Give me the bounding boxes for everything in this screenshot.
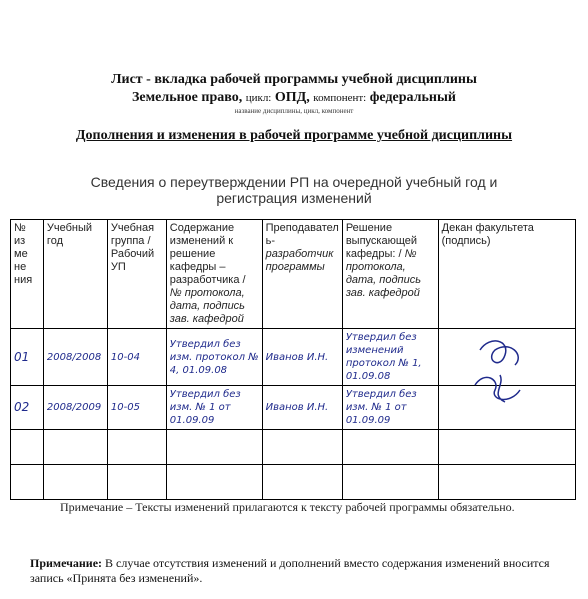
row-teacher: Иванов И.Н. <box>262 386 342 430</box>
info-line-1: Сведения о переутверждении РП на очередной учебный год и <box>90 174 498 190</box>
component-value: федеральный <box>369 90 456 105</box>
discipline-caption: название дисциплины, цикл, компонент <box>234 107 354 115</box>
empty-cell <box>107 465 166 500</box>
empty-cell <box>438 430 575 465</box>
empty-cell <box>11 430 44 465</box>
header-cell: Содержание изменений к решение кафедры – разработчика / № протокола, дата, подпись зав. кафедрой <box>166 220 262 329</box>
attachment-note: Примечание – Тексты изменений прилагаются к тексту рабочей программы обязательно. <box>60 500 515 514</box>
empty-cell <box>11 465 44 500</box>
row-number: 02 <box>11 386 44 430</box>
empty-cell <box>262 430 342 465</box>
discipline-name: Земельное право, <box>131 90 243 105</box>
dean-signature <box>470 330 530 410</box>
empty-cell <box>166 465 262 500</box>
row-content: Утвердил без изм. протокол № 4, 01.09.08 <box>166 329 262 386</box>
info-line-2: регистрация изменений <box>216 190 372 206</box>
header-cell: Преподавател ь-разработчик программы <box>262 220 342 329</box>
component-label: компонент: <box>313 92 367 104</box>
row-decision: Утвердил без изм. № 1 от 01.09.09 <box>342 386 438 430</box>
header-cell: Учебная группа /Рабочий УП <box>107 220 166 329</box>
row-number: 01 <box>11 329 44 386</box>
cycle-label: цикл: <box>245 92 272 104</box>
empty-cell <box>43 465 107 500</box>
empty-cell <box>262 465 342 500</box>
header-cell: Декан факультета (подпись) <box>438 220 575 329</box>
header-cell: Учебный год <box>43 220 107 329</box>
row-year: 2008/2008 <box>43 329 107 386</box>
row-content: Утвердил без изм. № 1 от 01.09.09 <box>166 386 262 430</box>
row-teacher: Иванов И.Н. <box>262 329 342 386</box>
table-row <box>11 430 576 465</box>
remark-note <box>30 556 575 586</box>
remark-text: В случае отсутствия изменений и дополнений вместо содержания изменений вносится запись «Принята без изменений». <box>30 556 550 585</box>
row-group: 10-05 <box>107 386 166 430</box>
sheet-title: Лист - вкладка рабочей программы учебной дисциплины <box>111 72 477 87</box>
table-header-row <box>11 220 576 329</box>
empty-cell <box>107 430 166 465</box>
row-year: 2008/2009 <box>43 386 107 430</box>
row-group: 10-04 <box>107 329 166 386</box>
header-cell: № из ме не ния <box>11 220 44 329</box>
row-decision: Утвердил без изменений протокол № 1, 01.09.08 <box>342 329 438 386</box>
empty-cell <box>43 430 107 465</box>
table-row <box>11 465 576 500</box>
empty-cell <box>438 465 575 500</box>
empty-cell <box>342 465 438 500</box>
header-cell: Решение выпускающей кафедры: / № протокола, дата, подпись зав. кафедрой <box>342 220 438 329</box>
changes-heading: Дополнения и изменения в рабочей программе учебной дисциплины <box>75 128 513 143</box>
remark-label: Примечание: <box>30 556 103 570</box>
empty-cell <box>342 430 438 465</box>
cycle-value: ОПД, <box>274 90 310 105</box>
empty-cell <box>166 430 262 465</box>
discipline-line <box>0 90 588 106</box>
